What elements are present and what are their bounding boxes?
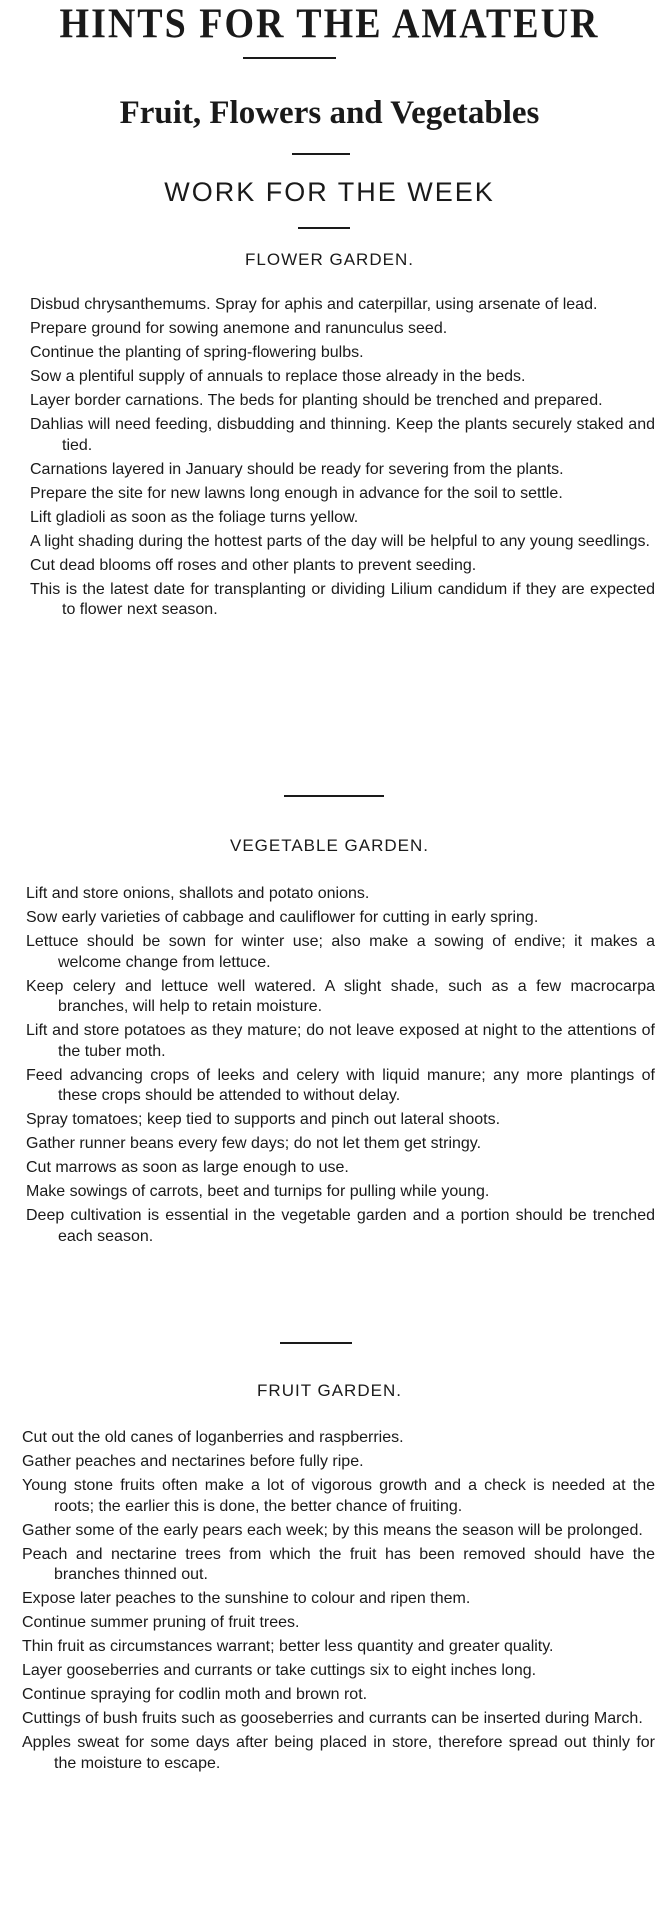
list-item: Thin fruit as circumstances warrant; better less quantity and greater quality. [22,1638,554,1655]
list-item: Dahlias will need feeding, disbudding and thinning. Keep the plants securely staked and tied. [30,416,655,454]
vegetable-garden-heading: VEGETABLE GARDEN. [229,836,429,855]
subtitle-divider [292,153,350,155]
title-divider [243,57,336,59]
vegetable-garden-list [26,884,655,1251]
list-item: Deep cultivation is essential in the vegetable garden and a portion should be trenched each season. [26,1207,655,1245]
flower-section-divider [284,795,384,797]
list-item: Layer border carnations. The beds for planting should be trenched and prepared. [30,392,603,409]
list-item: Lift and store onions, shallots and potato onions. [26,885,370,902]
vegetable-section-divider [280,1342,352,1344]
list-item: Lettuce should be sown for winter use; also make a sowing of endive; it makes a welcome change from lettuce. [26,933,655,971]
list-item: Expose later peaches to the sunshine to colour and ripen them. [22,1590,471,1607]
list-item: Continue the planting of spring-flowering bulbs. [30,344,364,361]
list-item: A light shading during the hottest parts of the day will be helpful to any young seedlings. [30,532,650,550]
list-item: Layer gooseberries and currants or take cuttings six to eight inches long. [22,1662,537,1679]
list-item: Prepare ground for sowing anemone and ranunculus seed. [30,320,448,337]
list-item: Make sowings of carrots, beet and turnips for pulling while young. [26,1183,490,1200]
list-item: Spray tomatoes; keep tied to supports and pinch out lateral shoots. [26,1111,501,1128]
list-item: Disbud chrysanthemums. Spray for aphis and caterpillar, using arsenate of lead. [30,296,598,313]
list-item: Peach and nectarine trees from which the fruit has been removed should have the branches thinned out. [22,1545,655,1583]
list-item: Apples sweat for some days after being placed in store, therefore spread out thinly for the moisture to escape. [22,1734,655,1772]
page-subtitle: Fruit, Flowers and Vegetables [119,95,540,131]
fruit-garden-heading: FRUIT GARDEN. [257,1381,402,1400]
list-item: Cut out the old canes of loganberries and raspberries. [22,1429,404,1446]
list-item: Continue summer pruning of fruit trees. [22,1614,300,1631]
list-item: Lift and store potatoes as they mature; do not leave exposed at night to the attentions of the tuber moth. [26,1022,655,1060]
list-item: Carnations layered in January should be ready for severing from the plants. [30,460,564,478]
list-item: Gather runner beans every few days; do not let them get stringy. [26,1135,482,1152]
list-item: Sow early varieties of cabbage and cauliflower for cutting in early spring. [26,909,539,926]
list-item: Sow a plentiful supply of annuals to replace those already in the beds. [30,368,526,385]
list-item: Keep celery and lettuce well watered. A slight shade, such as a few macrocarpa branches, will help to retain moisture. [26,977,655,1015]
list-item: This is the latest date for transplanting or dividing Lilium candidum if they are expected to flower next season. [30,580,655,618]
fruit-garden-list [22,1428,655,1778]
list-item: Gather peaches and nectarines before fully ripe. [22,1453,364,1470]
list-item: Continue spraying for codlin moth and brown rot. [22,1686,368,1703]
list-item: Cuttings of bush fruits such as gooseberries and currants can be inserted during March. [22,1710,643,1727]
week-heading: WORK FOR THE WEEK [164,177,495,207]
week-divider [298,227,350,229]
list-item: Lift gladioli as soon as the foliage turns yellow. [30,508,359,526]
list-item: Feed advancing crops of leeks and celery with liquid manure; any more plantings of these crops should be attended to without delay. [26,1066,655,1104]
flower-garden-list [30,295,655,624]
list-item: Young stone fruits often make a lot of vigorous growth and a check is needed at the roots; the earlier this is done, the better chance of fruiting. [22,1477,655,1515]
list-item: Cut dead blooms off roses and other plants to prevent seeding. [30,556,477,574]
page-title: HINTS FOR THE AMATEUR [59,0,600,48]
list-item: Cut marrows as soon as large enough to use. [26,1159,349,1176]
list-item: Prepare the site for new lawns long enough in advance for the soil to settle. [30,484,563,502]
list-item: Gather some of the early pears each week; by this means the season will be prolonged. [22,1521,643,1539]
flower-garden-heading: FLOWER GARDEN. [245,250,414,269]
